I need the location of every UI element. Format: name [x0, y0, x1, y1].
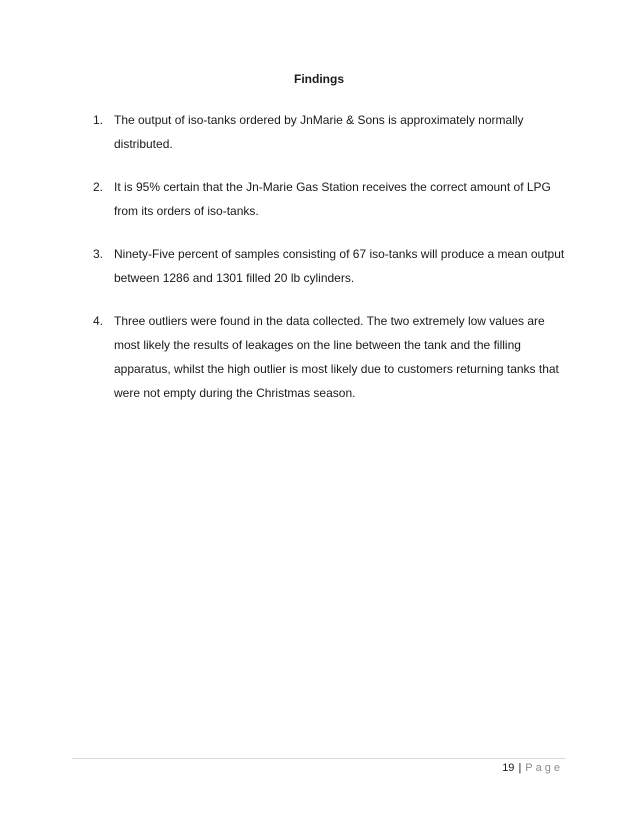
footer-separator: |	[518, 762, 522, 774]
section-heading: Findings	[294, 72, 344, 86]
finding-item-1	[93, 108, 573, 156]
finding-number: 4.	[93, 314, 104, 328]
finding-text: Three outliers were found in the data collected. The two extremely low values are most likely the results of leakages on the line between the tank and the filling apparatus, whilst the high outlier is most likely due to customers returning tanks that were not empty during the Christmas season.	[114, 314, 559, 400]
page-footer	[502, 762, 563, 774]
page-label: Page	[525, 762, 563, 774]
finding-text: It is 95% certain that the Jn-Marie Gas Station receives the correct amount of LPG from its orders of iso-tanks.	[114, 180, 551, 218]
findings-list	[93, 108, 573, 405]
page-number: 19	[502, 762, 515, 774]
finding-item-4	[93, 309, 573, 405]
finding-text: The output of iso-tanks ordered by JnMarie & Sons is approximately normally distributed.	[114, 113, 524, 151]
finding-text: Ninety-Five percent of samples consisting of 67 iso-tanks will produce a mean output between 1286 and 1301 filled 20 lb cylinders.	[114, 247, 565, 285]
finding-item-3	[93, 242, 573, 290]
finding-number: 2.	[93, 180, 104, 194]
finding-number: 1.	[93, 113, 104, 127]
footer-divider	[72, 758, 566, 759]
finding-number: 3.	[93, 247, 104, 261]
finding-item-2	[93, 175, 573, 223]
